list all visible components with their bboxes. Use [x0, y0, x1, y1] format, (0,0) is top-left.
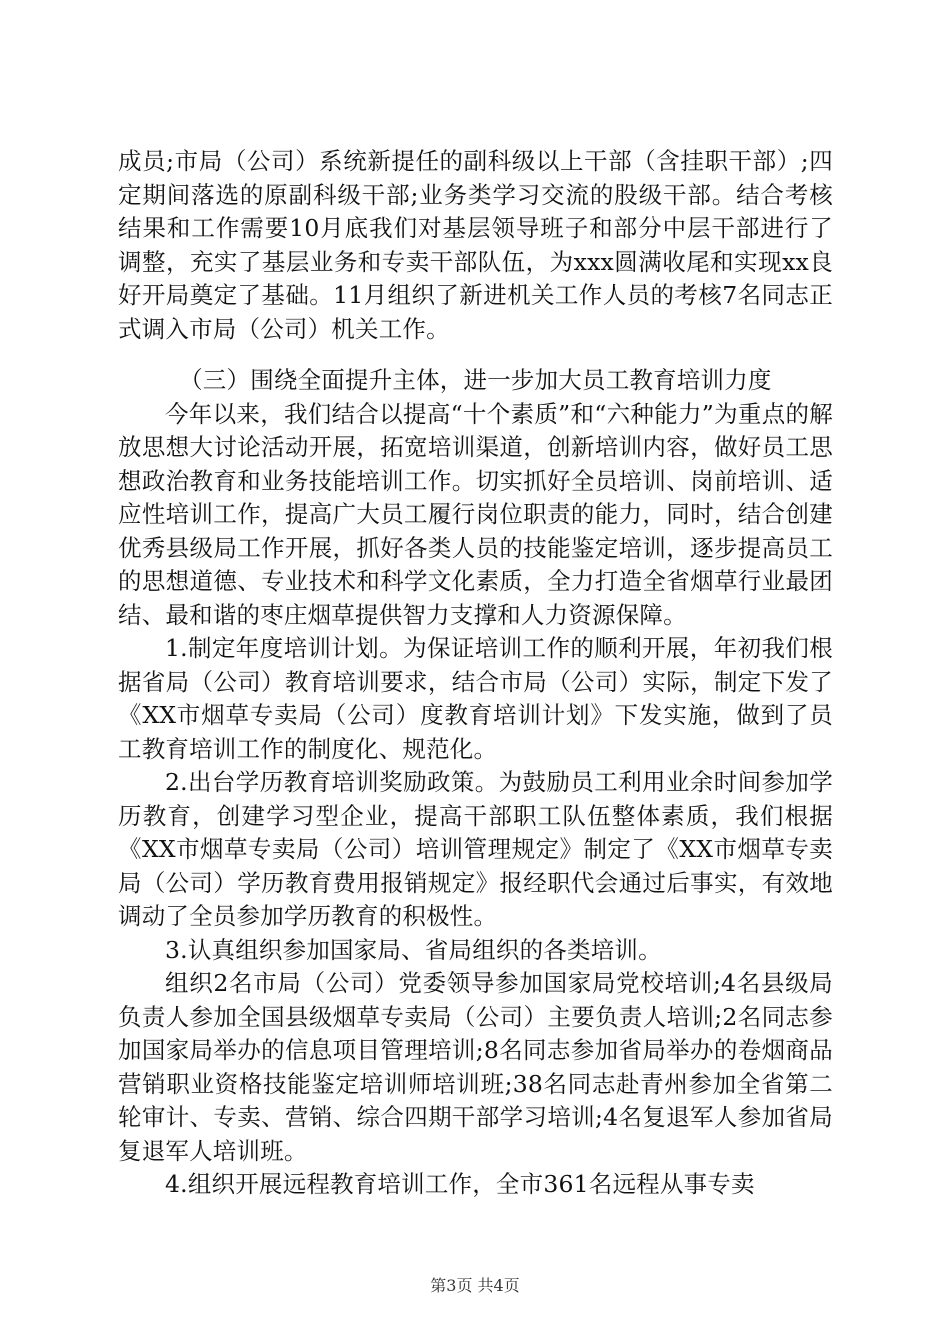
section-heading-training: （三）围绕全面提升主体，进一步加大员工教育培训力度: [179, 366, 772, 394]
paragraph-cadre-adjustment: 成员;市局（公司）系统新提任的副科级以上干部（含挂职干部）;四定期间落选的原副科级干部;业务类学习交流的股级干部。结合考核结果和工作需要10月底我们对基层领导班子和部分中层干部进行了调整，充实了基层业务和专卖干部队伍，为xxx圆满收尾和实现xx良好开局奠定了基础。11月组织了新进机关工作人员的考核7名同志正式调入市局（公司）机关工作。: [118, 147, 833, 343]
document-body: [118, 145, 833, 1202]
paragraph-training-overview: 今年以来，我们结合以提高“十个素质”和“六种能力”为重点的解放思想大讨论活动开展，拓宽培训渠道，创新培训内容，做好员工思想政治教育和业务技能培训工作。切实抓好全员培训、岗前培训、适应性培训工作，提高广大员工履行岗位职责的能力，同时，结合创建优秀县级局工作开展，抓好各类人员的技能鉴定培训，逐步提高员工的思想道德、专业技术和科学文化素质，全力打造全省烟草行业最团结、最和谐的枣庄烟草提供智力支撑和人力资源保障。: [118, 399, 833, 629]
page-footer: 第3页 共4页: [430, 1276, 520, 1295]
paragraph-item-4-remote-education: 4.组织开展远程教育培训工作，全市361名远程从事专卖: [165, 1170, 755, 1198]
paragraph-item-2-education-policy: 2.出台学历教育培训奖励政策。为鼓励员工利用业余时间参加学历教育，创建学习型企业，提高干部职工队伍整体素质，我们根据《XX市烟草专卖局（公司）培训管理规定》制定了《XX市烟草专卖局（公司）学历教育费用报销规定》报经职代会通过后事实，有效地调动了全员参加学历教育的积极性。: [118, 768, 833, 930]
paragraph-item-1-annual-plan: 1.制定年度培训计划。为保证培训工作的顺利开展，年初我们根据省局（公司）教育培训要求，结合市局（公司）实际，制定下发了《XX市烟草专卖局（公司）度教育培训计划》下发实施，做到了员工教育培训工作的制度化、规范化。: [118, 634, 833, 763]
paragraph-training-details: 组织2名市局（公司）党委领导参加国家局党校培训;4名县级局负责人参加全国县级烟草专卖局（公司）主要负责人培训;2名同志参加国家局举办的信息项目管理培训;8名同志参加省局举办的卷烟商品营销职业资格技能鉴定培训师培训班;38名同志赴青州参加全省第二轮审计、专卖、营销、综合四期干部学习培训;4名复退军人参加省局复退军人培训班。: [118, 969, 833, 1165]
paragraph-item-3-training-participation: 3.认真组织参加国家局、省局组织的各类培训。: [165, 935, 662, 964]
